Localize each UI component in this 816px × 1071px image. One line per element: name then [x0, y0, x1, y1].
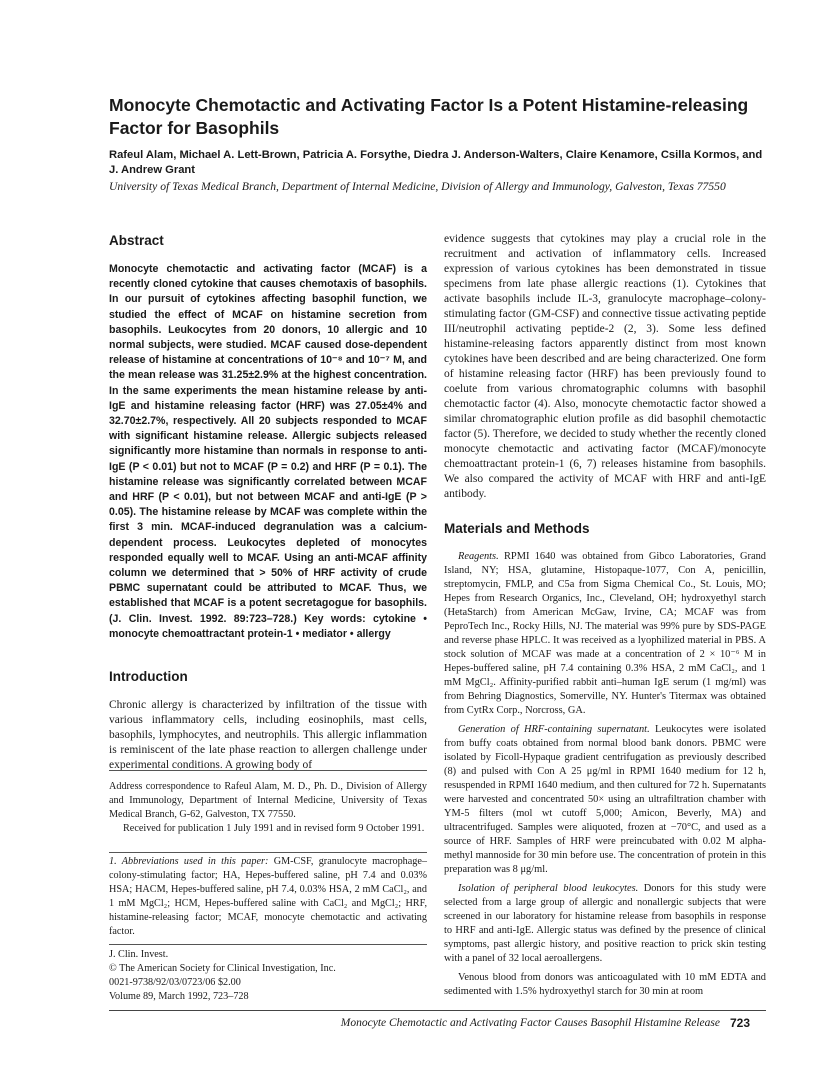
volume-info: Volume 89, March 1992, 723–728	[109, 991, 249, 1002]
hrf-text: Leukocytes were isolated from buffy coats obtained from normal blood bank donors. PBMC were isolated by Ficoll-Hypaque gradient centrifugation as previously described (8) and pulsed with Con A 25 μg/ml in RPMI 1640 medium for 12 h, resuspended in RPMI 1640 medium, and then cultured for 72 h. Supernatants were harvested and concentrated 50× using an ultrafiltration chamber with YM-5 filters (mol wt cutoff 5,000; Amicon, Beverly, MA) and ultracentrifuged. Samples were aliquoted, frozen at −70°C, and used as a source of HRF. Samples of HRF were preincubated with 0.02 M alpha-methyl mannoside for 30 min before use. The concentration of protein in this preparation was 8 μg/ml.	[444, 724, 766, 875]
abstract-text: Monocyte chemotactic and activating factor (MCAF) is a recently cloned cytokine that causes chemotaxis of basophils. In our pursuit of cytokines affecting basophil function, we studied the effect of MCAF on histamine secretion from basophils. Leukocytes from 20 donors, 10 allergic and 10 normal subjects, were studied. MCAF caused dose-dependent release of histamine at concentrations of 10⁻⁸ and 10⁻⁷ M, and the mean release was 31.25±2.9% at the highest concentration. In the same experiments the mean histamine release by anti-IgE and histamine releasing factor (HRF) was 27.05±4% and 32.70±2.7%, respectively. All 20 subjects responded to MCAF with significant histamine release. Allergic subjects released significantly more histamine than normals in response to anti-IgE (P < 0.01) but not to MCAF (P = 0.2) and HRF (P = 0.1). The histamine release was significantly correlated between MCAF and HRF (P < 0.01), but not between MCAF and anti-IgE (P > 0.05). The histamine release by MCAF was complete within the first 3 min. MCAF-induced degranulation was a calcium-dependent process. Leukocytes depleted of monocytes responded equally well to MCAF. Using an anti-MCAF affinity column we determined that > 50% of HRF activity of crude PBMC supernatant could be attributed to MCAF. Thus, we established that MCAF is a potent secretagogue for basophils. (J. Clin. Invest. 1992. 89:723–728.) Key words: cytokine • monocyte chemoattractant protein-1 • mediator • allergy	[109, 263, 427, 640]
affiliation: University of Texas Medical Branch, Department of Internal Medicine, Division of Allergy and Immunology, Galveston, Texas 77550	[109, 180, 726, 193]
page-number: 723	[730, 1016, 751, 1030]
footer-divider	[109, 1010, 766, 1011]
methods-body	[444, 550, 766, 999]
reagents-text: RPMI 1640 was obtained from Gibco Laboratories, Grand Island, NY; HSA, glutamine, Histopaque-1077, Con A, penicillin, streptomycin, FMLP, and C5a from Sigma Chemical Co., St. Louis, MO; Hepes from Research Organics, Inc., Cleveland, OH; hydroxyethyl starch (HetaStarch) from American McGaw, Irvine, CA; MCAF was from PeproTech Inc., Rocky Hills, NJ. The material was 99% pure by SDS-PAGE and reverse phase HPLC. It was received as a lyophilized material in PBS. A stock solution of MCAF was made at a concentration of 2 × 10⁻⁶ M in Hepes-buffered saline, pH 7.4 containing 0.3% HSA, 2 mM CaCl₂, and 1 mM MgCl₂. Affinity-purified rabbit anti–human IgE serum (1 mg/ml) was from Behring Diagnostics, Somerville, NY. Hunter's Titermax was obtained from CytRx Corp., Norcross, GA.	[444, 551, 766, 716]
isolation-label: Isolation of peripheral blood leukocytes.	[458, 883, 639, 894]
reagents-paragraph	[444, 550, 766, 718]
isolation-paragraph	[444, 882, 766, 966]
isolation-text: Donors for this study were selected from a large group of allergic and nonallergic subjects that were screened in our laboratory for histamine release from basophils in response to HRF and anti-IgE. Allergic status was defined by the presence of clinical symptoms, past allergic history, and positive reaction to prick skin testing with a panel of 32 local aeroallergens.	[444, 883, 766, 964]
reagents-label: Reagents.	[458, 551, 499, 562]
abbreviations-text: GM-CSF, granulocyte macrophage–colony-stimulating factor; HA, Hepes-buffered saline, pH 7.4 and 0.03% HSA; HACM, Hepes-buffered saline, pH 7.4, 0.03% HSA, 2 mM CaCl₂, and 1 mM MgCl₂; HCM, Hepes-buffered saline with CaCl₂ and MgCl₂; HRF, histamine-releasing factor; MCAF, monocyte chemotactic and activating factor.	[109, 856, 428, 937]
abbreviations-label: 1. Abbreviations used in this paper:	[109, 856, 269, 867]
journal-divider	[109, 944, 427, 945]
left-column	[109, 232, 427, 773]
introduction-text-left: Chronic allergy is characterized by infiltration of the tissue with various inflammatory cells, including eosinophils, mast cells, basophils, lymphocytes, and neutrophils. This allergic inflammation is reminiscent of the late phase reaction to allergen challenge under experimental conditions. A growing body of	[109, 699, 427, 772]
correspondence-text: Address correspondence to Rafeul Alam, M. D., Ph. D., Division of Allergy and Immunology, Department of Internal Medicine, University of Texas Medical Branch, G-62, Galveston, TX 77550.	[109, 781, 427, 820]
correspondence-footnote	[109, 780, 427, 836]
journal-info	[109, 948, 427, 1004]
abstract-heading: Abstract	[109, 233, 164, 248]
abbreviation-divider	[109, 852, 427, 853]
running-title: Monocyte Chemotactic and Activating Factor Causes Basophil Histamine Release	[340, 1017, 720, 1029]
author-list: Rafeul Alam, Michael A. Lett-Brown, Patricia A. Forsythe, Diedra J. Anderson-Walters, Claire Kenamore, Csilla Kormos, and J. Andrew Grant	[109, 149, 763, 176]
issn: 0021-9738/92/03/0723/06 $2.00	[109, 977, 241, 988]
copyright: © The American Society for Clinical Investigation, Inc.	[109, 963, 336, 974]
introduction-text-right: evidence suggests that cytokines may play a crucial role in the recruitment and activation of inflammatory cells. Increased expression of various cytokines has been demonstrated in tissue specimens from late phase allergic reactions (1). Cytokines that activate basophils include IL-3, granulocyte macrophage–colony-stimulating factor (GM-CSF) and connective tissue activating peptide III/neutrophil activating peptide-2 (2, 3). Some less defined histamine-releasing factors apparently distinct from most known cytokines have been described and are being characterized. One form of histamine releasing factor (HRF) has been previously found to coelute from various chromatographic columns with basophil chemotactic factor (4). Also, monocyte chemotactic factor showed a similar chromatographic elution profile as did basophil chemotactic factor (5). Therefore, we decided to study whether the recently cloned monocyte chemotactic and activating factor (MCAF)/monocyte chemoattractant protein-1 (6, 7) releases histamine from basophils. We also compared the activity of MCAF with HRF and anti-IgE antibody.	[444, 233, 766, 500]
abbreviations-footnote	[109, 855, 427, 939]
venous-paragraph: Venous blood from donors was anticoagulated with 10 mM EDTA and sedimented with 1.5% hydroxyethyl starch for 30 min at room	[444, 972, 766, 997]
methods-heading: Materials and Methods	[444, 521, 590, 536]
received-text: Received for publication 1 July 1991 and in revised form 9 October 1991.	[123, 823, 425, 834]
footnote-divider	[109, 770, 427, 771]
right-column	[444, 232, 766, 999]
hrf-label: Generation of HRF-containing supernatant.	[458, 724, 650, 735]
article-title: Monocyte Chemotactic and Activating Factor Is a Potent Histamine-releasing Factor for Basophils	[109, 95, 749, 138]
introduction-heading: Introduction	[109, 669, 188, 685]
journal-name: J. Clin. Invest.	[109, 949, 169, 960]
hrf-paragraph	[444, 723, 766, 877]
